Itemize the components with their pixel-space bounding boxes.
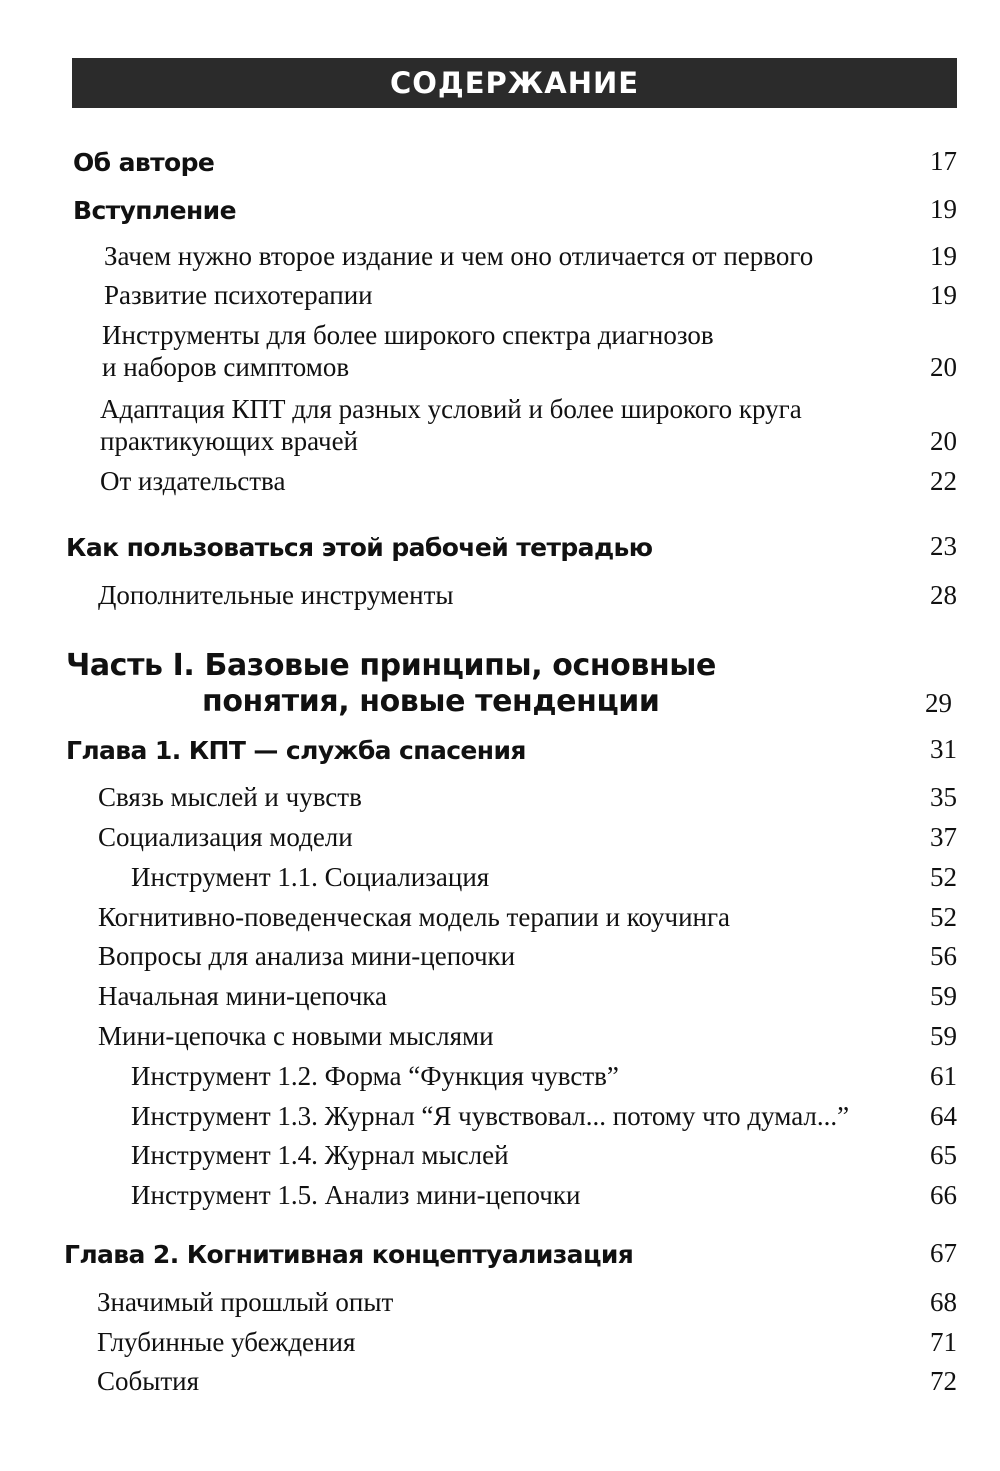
toc-entry-events <box>97 1365 957 1397</box>
toc-entry-page: 52 <box>930 862 957 892</box>
toc-entry-title: Инструмент 1.2. Форма “Функция чувств” <box>131 1061 619 1091</box>
toc-entry-thoughts-feelings <box>98 781 957 813</box>
toc-entry-model-socialization <box>98 821 957 853</box>
toc-entry-title: Значимый прошлый опыт <box>97 1287 394 1317</box>
toc-entry-page: 37 <box>930 822 957 852</box>
toc-entry-page: 20 <box>930 426 957 456</box>
toc-entry-tool-1-1 <box>131 861 957 893</box>
toc-entry-page: 56 <box>930 941 957 971</box>
toc-entry-title <box>100 393 907 457</box>
toc-entry-page: 19 <box>930 241 957 271</box>
toc-entry-page: 19 <box>930 194 957 224</box>
toc-entry-title: Инструмент 1.3. Журнал “Я чувствовал... потому что думал...” <box>131 1101 850 1131</box>
toc-entry-title: Инструмент 1.1. Социализация <box>131 862 490 892</box>
toc-entry-tools-diagnoses <box>102 319 957 383</box>
toc-entry-page: 17 <box>930 146 957 176</box>
toc-entry-page: 23 <box>930 531 957 561</box>
toc-entry-new-thoughts-chain <box>98 1020 957 1052</box>
toc-entry-title-line1: Инструменты для более широкого спектра диагнозов <box>102 320 714 350</box>
toc-entry-page: 28 <box>930 580 957 610</box>
toc-entry-page: 68 <box>930 1287 957 1317</box>
toc-entry-tool-1-2 <box>131 1060 957 1092</box>
toc-entry-title: События <box>97 1366 200 1396</box>
page-title: СОДЕРЖАНИЕ <box>72 58 957 108</box>
toc-entry-title: Глава 1. КПТ — служба спасения <box>66 736 526 765</box>
toc-entry-page: 52 <box>930 902 957 932</box>
toc-entry-page: 22 <box>930 466 957 496</box>
toc-entry-second-edition <box>104 240 957 272</box>
toc-entry-core-beliefs <box>97 1326 957 1358</box>
toc-entry-page: 65 <box>930 1140 957 1170</box>
toc-entry-title <box>102 319 907 383</box>
toc-entry-mini-chain-questions <box>98 940 957 972</box>
toc-entry-title: Связь мыслей и чувств <box>98 782 362 812</box>
toc-entry-tool-1-5 <box>131 1179 957 1211</box>
toc-entry-tool-1-3 <box>131 1100 957 1132</box>
toc-entry-title: Как пользоваться этой рабочей тетрадью <box>66 533 653 562</box>
toc-entry-tool-1-4 <box>131 1139 957 1171</box>
toc-entry-title-line1: Адаптация КПТ для разных условий и более широкого круга <box>100 394 802 424</box>
toc-entry-introduction <box>73 194 957 225</box>
toc-entry-title: Вступление <box>73 196 236 225</box>
toc-entry-title: Глава 2. Когнитивная концептуализация <box>64 1240 634 1269</box>
toc-entry-page: 66 <box>930 1180 957 1210</box>
toc-entry-chapter-1 <box>66 734 957 765</box>
toc-entry-additional-tools <box>98 579 957 611</box>
toc-entry-page: 71 <box>930 1327 957 1357</box>
toc-entry-title-line2: и наборов симптомов <box>102 352 350 382</box>
toc-entry-chapter-2 <box>64 1238 957 1269</box>
toc-entry-title: Инструмент 1.5. Анализ мини-цепочки <box>131 1180 581 1210</box>
toc-entry-page: 19 <box>930 280 957 310</box>
toc-entry-page: 59 <box>930 981 957 1011</box>
toc-entry-title: От издательства <box>100 466 286 496</box>
toc-entry-page: 59 <box>930 1021 957 1051</box>
toc-entry-title: Об авторе <box>73 148 215 177</box>
toc-entry-significant-past <box>97 1286 957 1318</box>
toc-entry-title: Инструмент 1.4. Журнал мыслей <box>131 1140 509 1170</box>
toc-entry-title: Когнитивно-поведенческая модель терапии и коучинга <box>98 902 731 932</box>
toc-entry-page: 20 <box>930 352 957 382</box>
toc-entry-page: 72 <box>930 1366 957 1396</box>
toc-part-title-line1: Часть I. Базовые принципы, основные <box>66 648 716 683</box>
toc-part-heading <box>66 648 716 720</box>
toc-entry-page: 67 <box>930 1238 957 1268</box>
toc-part-title-line2: понятия, новые тенденции <box>202 684 660 719</box>
toc-entry-title: Дополнительные инструменты <box>98 580 454 610</box>
toc-part-page: 29 <box>925 688 952 718</box>
toc-entry-title: Глубинные убеждения <box>97 1327 356 1357</box>
toc-entry-title: Зачем нужно второе издание и чем оно отличается от первого <box>104 241 814 271</box>
toc-entry-title: Социализация модели <box>98 822 353 852</box>
toc-entry-about-author <box>73 146 957 177</box>
toc-entry-title: Начальная мини-цепочка <box>98 981 387 1011</box>
toc-entry-how-to-use <box>66 531 957 562</box>
toc-entry-page: 31 <box>930 734 957 764</box>
toc-entry-psychotherapy-development <box>104 279 957 311</box>
toc-entry-page: 35 <box>930 782 957 812</box>
toc-entry-cbt-model <box>98 901 957 933</box>
toc-entry-title: Мини-цепочка с новыми мыслями <box>98 1021 494 1051</box>
toc-entry-initial-mini-chain <box>98 980 957 1012</box>
toc-entry-title: Вопросы для анализа мини-цепочки <box>98 941 516 971</box>
toc-entry-title-line2: практикующих врачей <box>100 426 359 456</box>
toc-entry-from-publisher <box>100 465 957 497</box>
toc-entry-title: Развитие психотерапии <box>104 280 373 310</box>
toc-entry-cbt-adaptation <box>100 393 957 457</box>
toc-entry-page: 64 <box>930 1101 957 1131</box>
toc-entry-page: 61 <box>930 1061 957 1091</box>
